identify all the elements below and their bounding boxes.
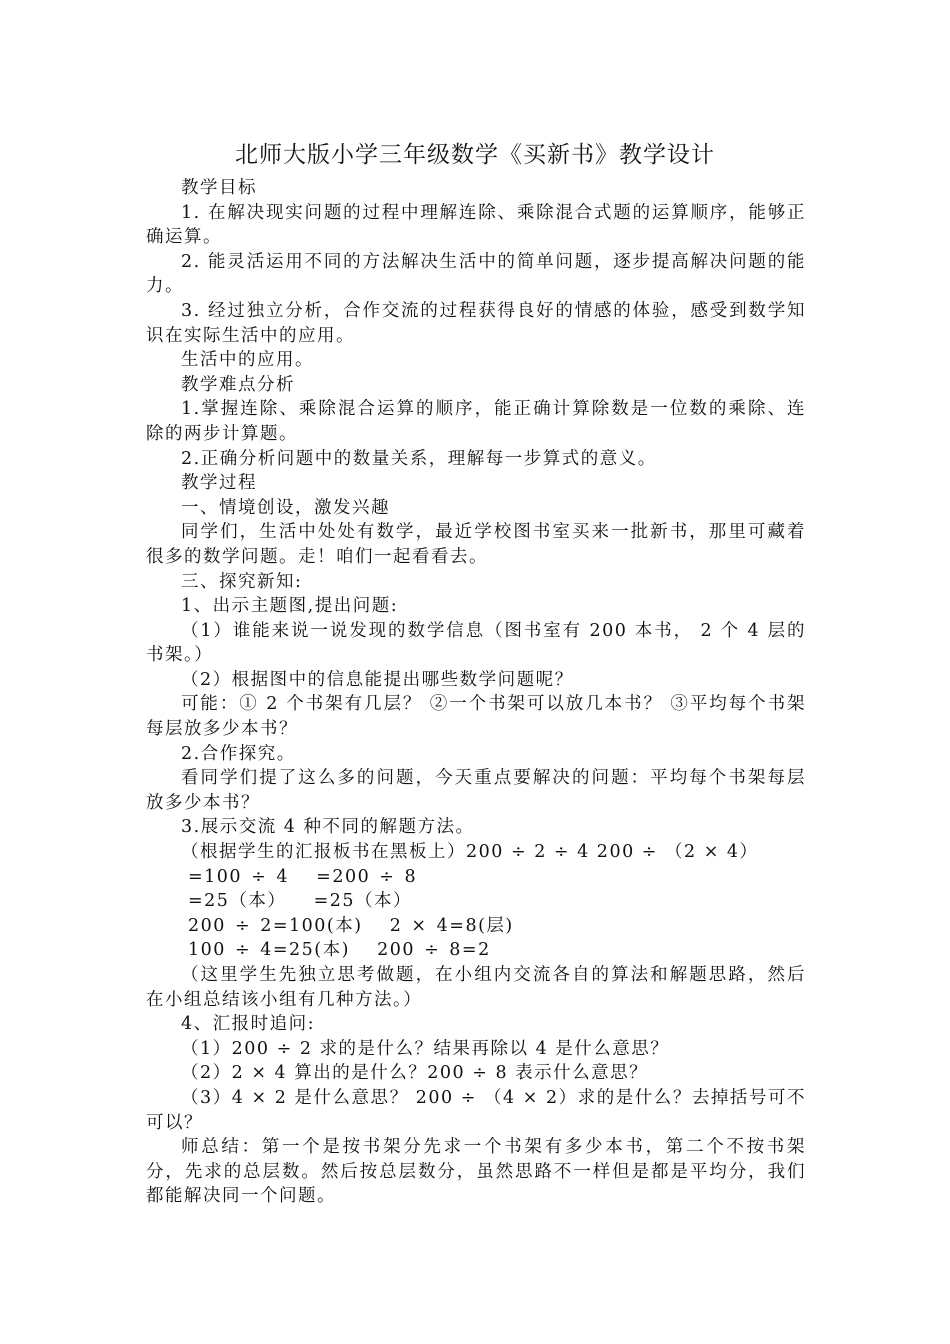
paragraph: （3）4 × 2 是什么意思？ 200 ÷ （4 × 2）求的是什么？去掉括号可不可以？ — [146, 1087, 806, 1133]
paragraph: （这里学生先独立思考做题，在小组内交流各自的算法和解题思路，然后在小组总结该小组有几种方法。） — [146, 965, 806, 1010]
paragraph: 师总结：第一个是按书架分先求一个书架有多少本书，第二个不按书架分，先求的总层数。然后按总层数分，虽然思路不一样但是都是平均分，我们都能解决同一个问题。 — [146, 1137, 806, 1207]
document-body — [146, 176, 806, 1209]
paragraph: （2）2 × 4 算出的是什么？200 ÷ 8 表示什么意思？ — [181, 1063, 649, 1084]
equation-line: 200 ÷ 2=100(本) 2 × 4=8(层) — [188, 915, 514, 936]
paragraph: 1.掌握连除、乘除混合运算的顺序，能正确计算除数是一位数的乘除、连除的两步计算题。 — [146, 399, 806, 444]
section-heading: 教学目标 — [181, 178, 257, 198]
paragraph: 2.合作探究。 — [181, 743, 296, 764]
paragraph: 一、情境创设，激发兴趣 — [181, 497, 390, 518]
equation-line: =25（本） =25（本） — [188, 891, 413, 912]
equation-line: 100 ÷ 4=25(本) 200 ÷ 8=2 — [188, 940, 491, 961]
paragraph: 生活中的应用。 — [181, 350, 314, 371]
paragraph: 看同学们提了这么多的问题，今天重点要解决的问题：平均每个书架每层放多少本书？ — [146, 768, 806, 813]
paragraph: （根据学生的汇报板书在黑板上）200 ÷ 2 ÷ 4 200 ÷ （2 × 4） — [181, 842, 759, 863]
section-heading: 教学难点分析 — [181, 374, 295, 395]
paragraph: 1. 在解决现实问题的过程中理解连除、乘除混合式题的运算顺序，能够正确运算。 — [146, 202, 806, 248]
paragraph: 3. 经过独立分析，合作交流的过程获得良好的情感的体验，感受到数学知识在实际生活中的应用。 — [146, 300, 806, 346]
paragraph: （1）谁能来说一说发现的数学信息（图书室有 200 本书， 2 个 4 层的书架。） — [146, 620, 806, 666]
paragraph: 同学们，生活中处处有数学，最近学校图书室买来一批新书，那里可藏着很多的数学问题。走！咱们一起看看去。 — [146, 522, 806, 567]
paragraph: 3.展示交流 4 种不同的解题方法。 — [181, 817, 475, 838]
paragraph: 三、探究新知: — [181, 571, 303, 592]
paragraph: 2.正确分析问题中的数量关系，理解每一步算式的意义。 — [181, 448, 657, 469]
paragraph: 4、汇报时追问: — [181, 1014, 316, 1035]
section-heading: 教学过程 — [181, 473, 257, 494]
paragraph: 1、出示主题图,提出问题: — [181, 596, 399, 617]
equation-line: =100 ÷ 4 =200 ÷ 8 — [188, 866, 418, 887]
paragraph: （2）根据图中的信息能提出哪些数学问题呢？ — [181, 669, 574, 690]
document-title: 北师大版小学三年级数学《买新书》教学设计 — [235, 142, 715, 168]
paragraph: 2. 能灵活运用不同的方法解决生活中的简单问题，逐步提高解决问题的能力。 — [146, 251, 806, 297]
paragraph: （1）200 ÷ 2 求的是什么？结果再除以 4 是什么意思？ — [181, 1038, 670, 1059]
paragraph: 可能：① 2 个书架有几层？ ②一个书架可以放几本书？ ③平均每个书架每层放多少本书？ — [146, 694, 806, 740]
